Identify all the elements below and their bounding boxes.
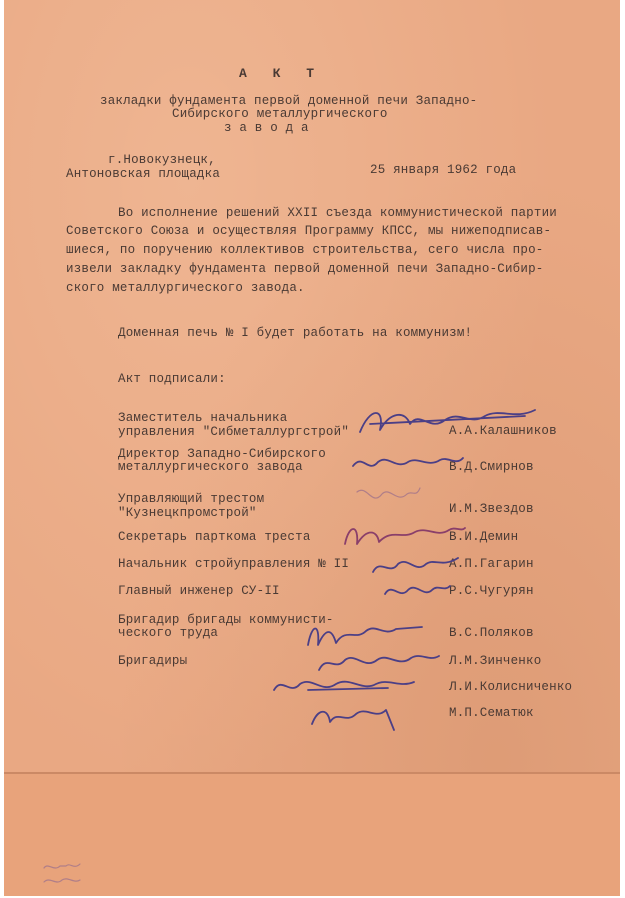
signature-kolisnichenko <box>268 672 418 702</box>
body-line-2: Советского Союза и осуществляя Программу КПСС, мы нижеподписав- <box>66 224 552 238</box>
body-line-3: шиеся, по поручению коллективов строительства, сего числа про- <box>66 243 544 257</box>
signature-kalashnikov <box>350 402 550 444</box>
place-site: Антоновская площадка <box>66 167 221 181</box>
place-city: г.Новокузнецк, <box>108 153 216 167</box>
document-date: 25 января 1962 года <box>370 163 517 177</box>
signature-smirnov <box>348 448 468 478</box>
body-line-5: ского металлургического завода. <box>66 281 305 295</box>
signatory-7-position-b: ческого труда <box>118 626 219 640</box>
signatory-1-name: А.А.Калашников <box>449 424 557 438</box>
subtitle-line-3: з а в о д а <box>224 121 309 135</box>
signature-chuguryan <box>380 578 455 606</box>
body-line-4: извели закладку фундамента первой доменной печи Западно-Сибир- <box>66 262 544 276</box>
signatory-3-position-a: Управляющий трестом <box>118 492 265 506</box>
document-title: А К Т <box>239 66 324 81</box>
signatory-3-position-b: "Кузнецкпромстрой" <box>118 506 257 520</box>
paper-fold <box>4 772 620 896</box>
signatory-8-position: Бригадиры <box>118 654 188 668</box>
subtitle-line-1: закладки фундамента первой доменной печи Западно- <box>100 94 478 108</box>
signatory-8-name: Л.М.Зинченко <box>449 654 542 668</box>
signatory-9-name: Л.И.Колисниченко <box>449 680 573 694</box>
signed-header: Акт подписали: <box>118 372 226 386</box>
subtitle-line-2: Сибирского металлургического <box>172 107 388 121</box>
signatory-4-position: Секретарь парткома треста <box>118 530 311 544</box>
signatory-2-position-a: Директор Западно-Сибирского <box>118 447 326 461</box>
signatory-10-name: М.П.Сематюк <box>449 706 534 720</box>
signatory-1-position-b: управления "Сибметаллургстрой" <box>118 425 350 439</box>
signatory-2-name: В.Д.Смирнов <box>449 460 534 474</box>
signatory-1-position-a: Заместитель начальника <box>118 411 288 425</box>
signatory-7-position-a: Бригадир бригады коммунисти- <box>118 613 334 627</box>
signatory-4-name: В.И.Демин <box>449 530 519 544</box>
slogan: Доменная печь № I будет работать на коммунизм! <box>118 326 473 340</box>
signatory-3-name: И.М.Звездов <box>449 502 534 516</box>
signatory-6-position: Главный инженер СУ-II <box>118 584 280 598</box>
margin-note <box>40 858 85 890</box>
signature-demin <box>337 518 467 552</box>
signature-zvezdov <box>352 482 422 512</box>
signatory-5-name: А.П.Гагарин <box>449 557 534 571</box>
signatory-6-name: Р.С.Чугурян <box>449 584 534 598</box>
signature-sematyuk <box>306 700 401 736</box>
signatory-7-name: В.С.Поляков <box>449 626 534 640</box>
signatory-2-position-b: металлургического завода <box>118 460 303 474</box>
body-line-1: Во исполнение решений XXII съезда коммунистической партии <box>118 206 557 220</box>
signatory-5-position: Начальник стройуправления № II <box>118 557 350 571</box>
